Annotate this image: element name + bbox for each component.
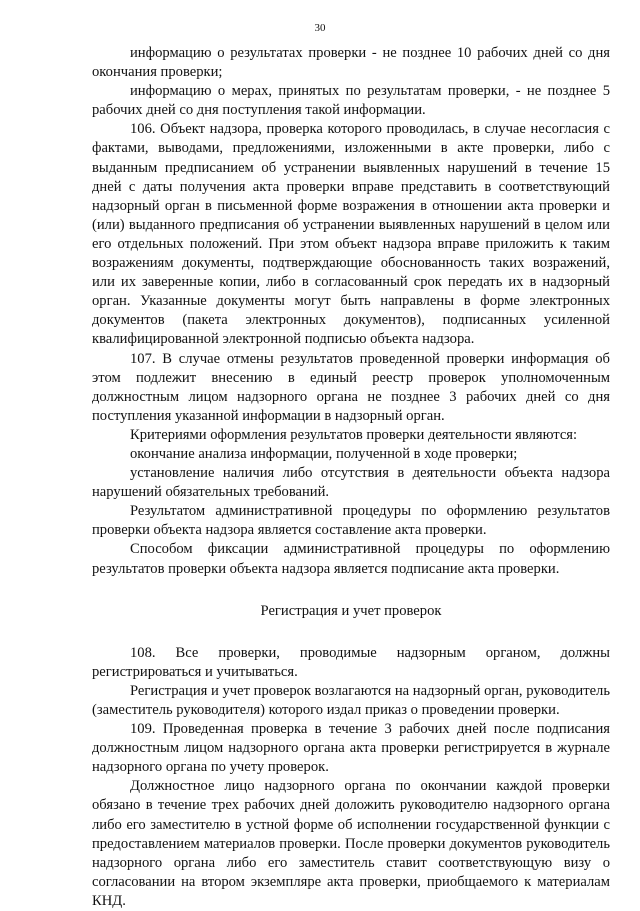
page-number: 30 [314,22,326,34]
document-body [92,44,610,911]
paragraph: установление наличия либо отсутствия в деятельности объекта надзора нарушений обязательных требований. [92,465,610,501]
paragraph-106: 106. Объект надзора, проверка которого проводилась, в случае несогласия с фактами, выводами, предложениями, изложенными в акте проверки, либо с выданным предписанием об устранении выявленных нарушений в течение 15 дней с даты получения акта проверки вправе представить в соответствующий надзорный орган в письменной форме возражения в отношении акта проверки и (или) выданного предписания об устранении выявленных нарушений в целом или его отдельных положений. При этом объект надзора вправе приложить к таким возражениям документы, подтверждающие обоснованность таких возражений, или их заверенные копии, либо в согласованный срок передать их в надзорный орган. Указанные документы могут быть направлены в форме электронных документов (пакета электронных документов), подписанных усиленной квалифицированной электронной подписью объекта надзора. [92,121,610,348]
paragraph: Результатом административной процедуры по оформлению результатов проверки объекта надзора является составление акта проверки. [92,503,610,539]
section-heading: Регистрация и учет проверок [260,602,442,619]
paragraph-109: 109. Проведенная проверка в течение 3 рабочих дней после подписания должностным лицом надзорного органа акта проверки регистрируется в журнале надзорного органа по учету проверок. [92,721,610,776]
paragraph: Должностное лицо надзорного органа по окончании каждой проверки обязано в течение трех рабочих дней доложить руководителю надзорного органа либо его заместителю в устной форме об исполнении государственной функции с предоставлением материалов проверки. После проверки документов руководитель надзорного органа либо его заместитель ставит соответствующую визу о согласовании на втором экземпляре акта проверки, приобщаемого к материалам КНД. [92,778,610,909]
paragraph-108: 108. Все проверки, проводимые надзорным органом, должны регистрироваться и учитываться. [92,644,610,680]
paragraph-107: 107. В случае отмены результатов проведенной проверки информация об этом подлежит внесению в единый реестр проверок уполномоченным должностным лицом надзорного органа не позднее 3 рабочих дней со дня поступления указанной информации в надзорный орган. [92,350,610,424]
paragraph: Способом фиксации административной процедуры по оформлению результатов проверки объекта надзора является подписание акта проверки. [92,541,610,577]
paragraph: Критериями оформления результатов проверки деятельности являются: [130,426,578,443]
paragraph: Регистрация и учет проверок возлагаются на надзорный орган, руководитель (заместитель руководителя) которого издал приказ о проведении проверки. [92,682,610,718]
paragraph: информацию о результатах проверки - не позднее 10 рабочих дней со дня окончания проверки; [92,45,610,81]
paragraph: информацию о мерах, принятых по результатам проверки, - не позднее 5 рабочих дней со дня поступления такой информации. [92,83,610,119]
paragraph: окончание анализа информации, полученной в ходе проверки; [130,445,518,462]
